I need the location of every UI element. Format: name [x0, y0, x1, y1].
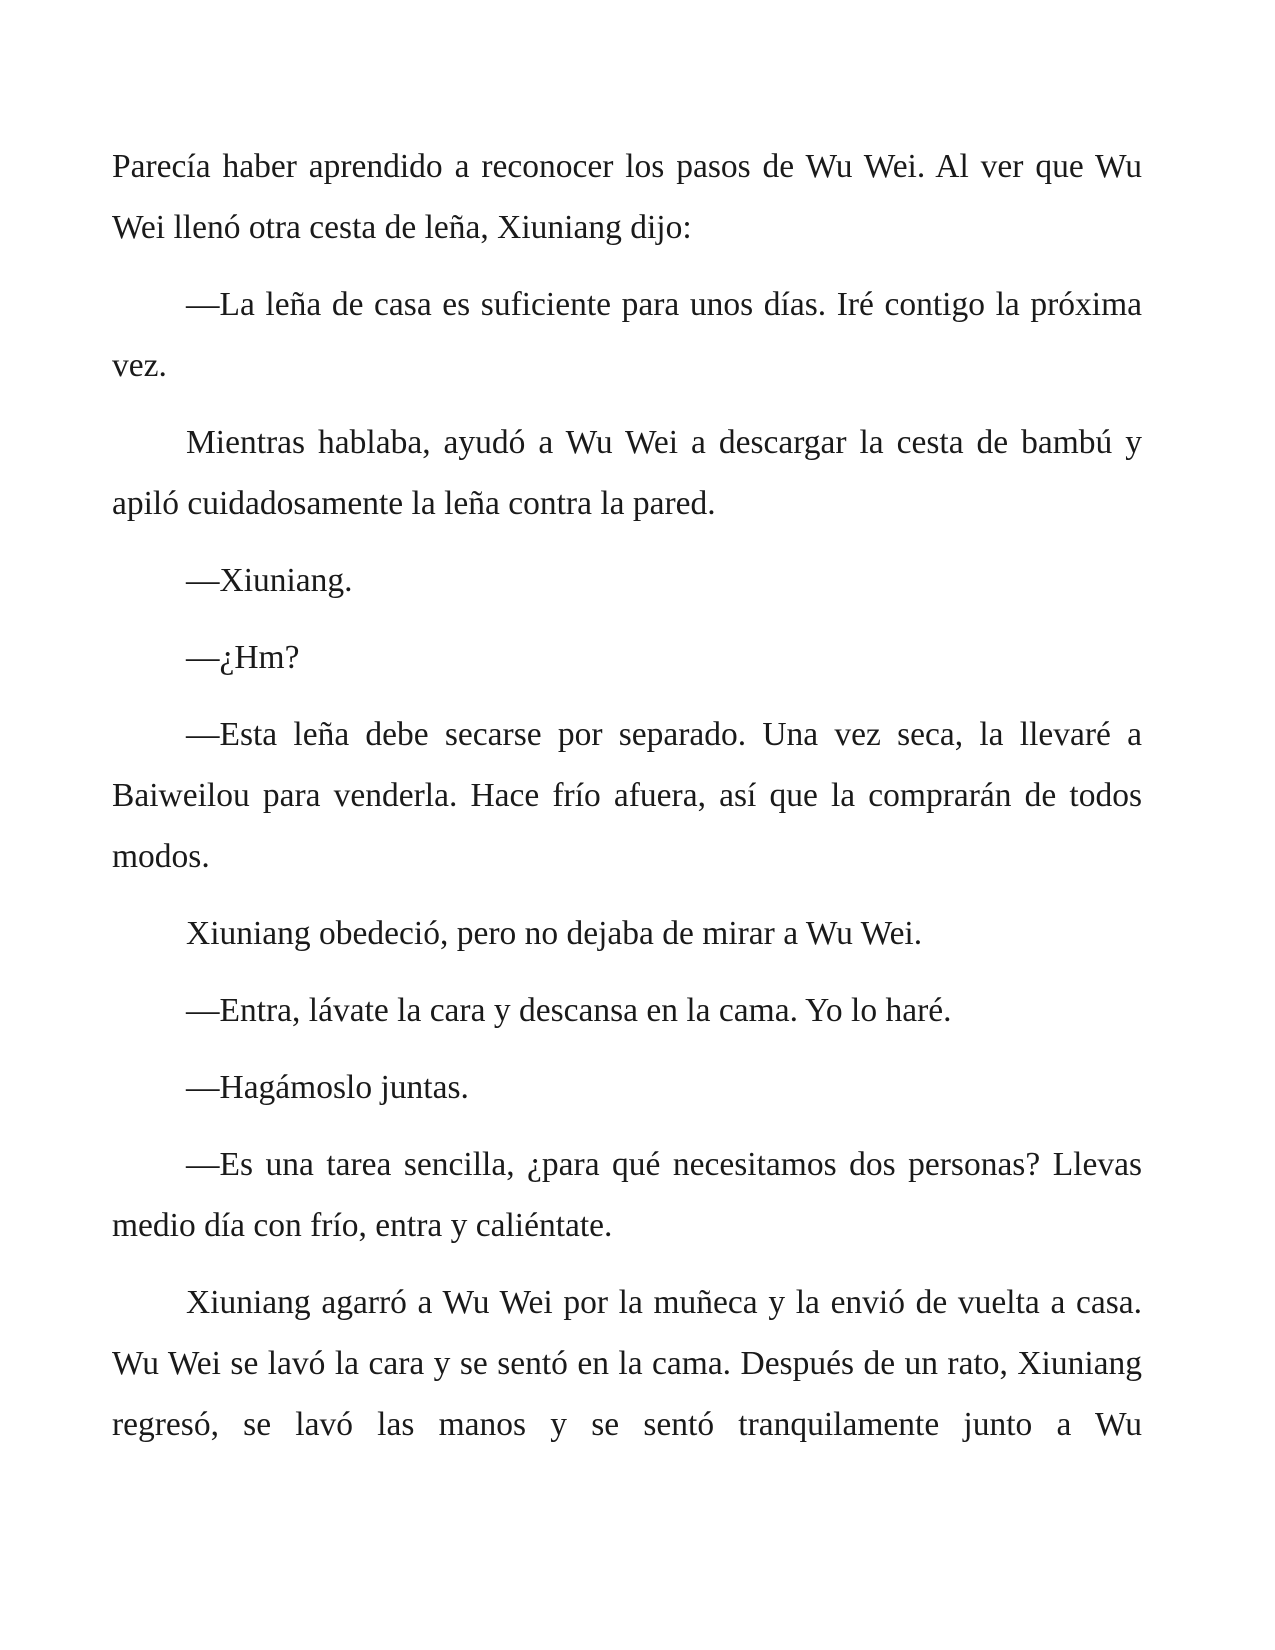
paragraph-10: —Es una tarea sencilla, ¿para qué necesitamos dos personas? Llevas medio día con frío, entra y caliéntate. — [112, 1146, 1142, 1244]
paragraph-2: —La leña de casa es suficiente para unos días. Iré contigo la próxima vez. — [112, 286, 1142, 384]
document-page — [112, 136, 1142, 1471]
paragraph-11: Xiuniang agarró a Wu Wei por la muñeca y la envió de vuelta a casa. Wu Wei se lavó la cara y se sentó en la cama. Después de un rato, Xiuniang regresó, se lavó las manos y se sentó tranquilamente junto a Wu — [112, 1284, 1142, 1443]
paragraph-6: —Esta leña debe secarse por separado. Una vez seca, la llevaré a Baiweilou para venderla. Hace frío afuera, así que la comprarán de todos modos. — [112, 716, 1142, 875]
paragraph-9: —Hagámoslo juntas. — [186, 1069, 469, 1106]
paragraph-7: Xiuniang obedeció, pero no dejaba de mirar a Wu Wei. — [186, 915, 923, 952]
paragraph-8: —Entra, lávate la cara y descansa en la cama. Yo lo haré. — [186, 992, 952, 1029]
paragraph-1: Parecía haber aprendido a reconocer los pasos de Wu Wei. Al ver que Wu Wei llenó otra cesta de leña, Xiuniang dijo: — [112, 148, 1142, 246]
paragraph-5: —¿Hm? — [186, 639, 300, 676]
paragraph-4: —Xiuniang. — [186, 562, 353, 599]
paragraph-3: Mientras hablaba, ayudó a Wu Wei a descargar la cesta de bambú y apiló cuidadosamente la leña contra la pared. — [112, 424, 1142, 522]
